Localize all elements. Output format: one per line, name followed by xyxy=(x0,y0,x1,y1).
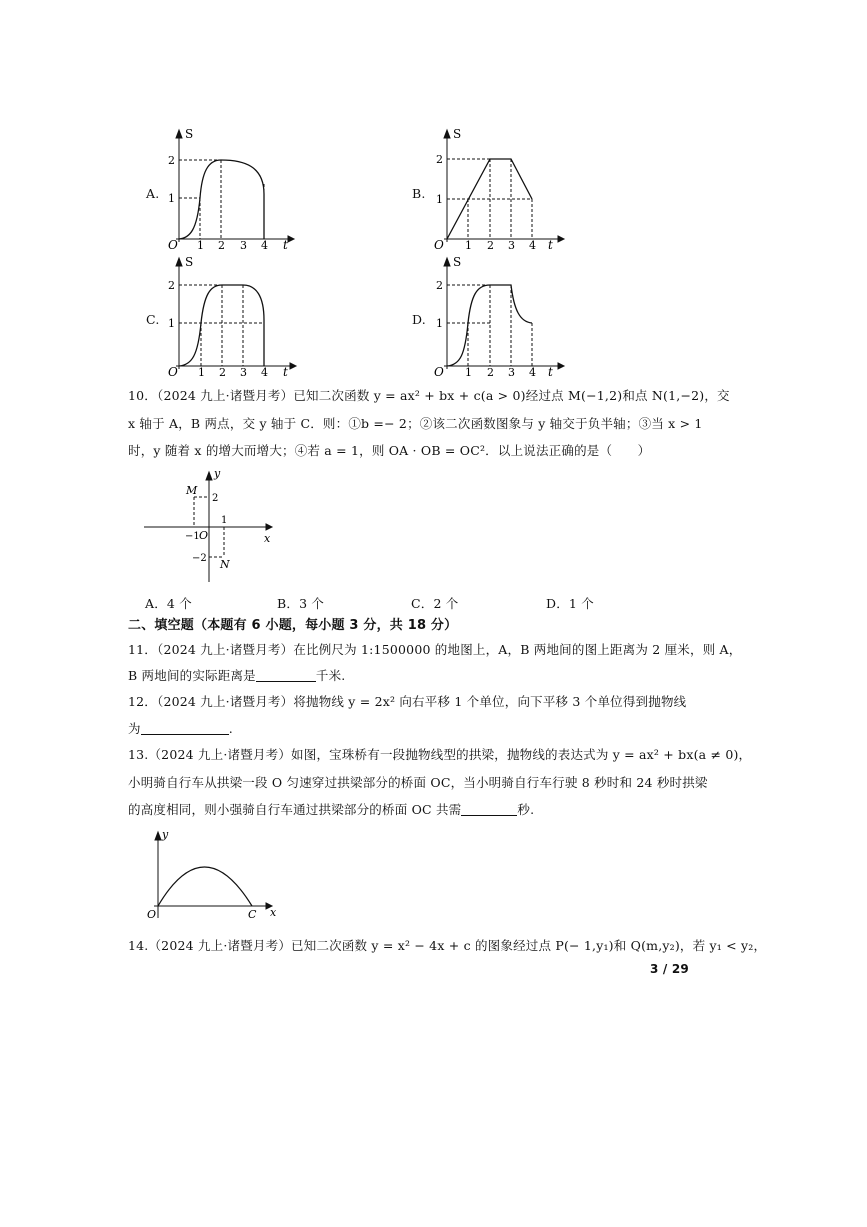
q13-fig-y: y xyxy=(162,828,169,841)
graph-a-axis-t: t xyxy=(283,238,288,252)
q13-line-3 xyxy=(128,800,534,818)
option-d-label: D. xyxy=(412,312,426,327)
graph-b-axis-s: S xyxy=(453,127,462,141)
graph-c-tick-x2: 2 xyxy=(219,366,226,379)
option-a-label: A. xyxy=(146,186,160,201)
q13-fig-c: C xyxy=(248,908,257,921)
graph-c-tick-x4: 4 xyxy=(261,366,268,379)
graph-d-tick-y2: 2 xyxy=(436,279,443,292)
q13-fig-x: x xyxy=(270,906,277,919)
graph-b-tick-y2: 2 xyxy=(436,153,443,166)
graph-a xyxy=(140,122,300,252)
q10-fig-neg2: −2 xyxy=(192,553,207,564)
q12-text-after-blank: . xyxy=(228,721,233,736)
graph-d-tick-y1: 1 xyxy=(436,317,443,330)
graph-d-origin: O xyxy=(434,365,444,379)
graph-c-plot xyxy=(140,250,300,380)
graph-a-tick-x4: 4 xyxy=(261,239,268,252)
q12-text-before-blank: 为 xyxy=(128,721,141,736)
graph-c-tick-x1: 1 xyxy=(198,366,205,379)
graph-c-axis-t: t xyxy=(283,365,288,379)
q10-line-3: 时，y 随着 x 的增大而增大；④若 a = 1，则 OA · OB = OC²．以上说法正确的是（ ） xyxy=(128,443,651,458)
q10-option-c: C．2 个 xyxy=(411,596,459,611)
q12-answer-blank[interactable] xyxy=(141,722,229,735)
q10-option-d: D．1 个 xyxy=(546,596,594,611)
graph-d xyxy=(410,250,570,380)
graph-d-plot xyxy=(410,250,570,380)
q10-option-a: A．4 个 xyxy=(145,596,192,611)
graph-b-tick-x2: 2 xyxy=(487,239,494,252)
section-2-heading: 二、填空题（本题有 6 小题，每小题 3 分，共 18 分） xyxy=(128,618,458,633)
graph-b xyxy=(410,122,570,252)
graph-c-axis-s: S xyxy=(185,255,194,269)
graph-a-plot xyxy=(140,122,300,252)
q12-line-2 xyxy=(128,719,233,737)
graph-a-tick-x1: 1 xyxy=(197,239,204,252)
q10-fig-neg1: −1 xyxy=(185,531,200,542)
option-b-label: B. xyxy=(412,186,426,201)
graph-b-axis-t: t xyxy=(548,238,553,252)
graph-a-axis-s: S xyxy=(185,127,194,141)
graph-a-tick-x2: 2 xyxy=(218,239,225,252)
q12-line-1: 12．（2024 九上·诸暨月考）将抛物线 y = 2x² 向右平移 1 个单位，向下平移 3 个单位得到抛物线 xyxy=(128,694,687,709)
q13-line-2: 小明骑自行车从拱梁一段 O 匀速穿过拱梁部分的桥面 OC，当小明骑自行车行驶 8 秒时和 24 秒时拱梁 xyxy=(128,775,708,790)
q11-line-1: 11．（2024 九上·诸暨月考）在比例尺为 1:1500000 的地图上，A，B 两地间的图上距离为 2 厘米，则 A， xyxy=(128,642,742,657)
graph-b-tick-y1: 1 xyxy=(436,193,443,206)
q11-text-before-blank: B 两地间的实际距离是 xyxy=(128,668,256,683)
q10-fig-origin: O xyxy=(199,529,209,542)
q10-fig-pos1: 1 xyxy=(221,515,228,526)
graph-b-tick-x4: 4 xyxy=(529,239,536,252)
q10-figure xyxy=(140,464,280,586)
graph-c-tick-x3: 3 xyxy=(240,366,247,379)
graph-b-plot xyxy=(410,122,570,252)
graph-a-tick-y2: 2 xyxy=(168,154,175,167)
q11-text-after-blank: 千米. xyxy=(315,668,346,683)
q11-line-2 xyxy=(128,666,345,684)
graph-a-tick-y1: 1 xyxy=(168,192,175,205)
q10-fig-two: 2 xyxy=(212,493,219,504)
graph-d-tick-x3: 3 xyxy=(508,366,515,379)
q10-fig-y: y xyxy=(214,467,221,480)
graph-d-axis-t: t xyxy=(548,365,553,379)
q13-text-before-blank: 的高度相同，则小强骑自行车通过拱梁部分的桥面 OC 共需 xyxy=(128,802,462,817)
graph-c-origin: O xyxy=(168,365,178,379)
graph-d-axis-s: S xyxy=(453,255,462,269)
q10-line-1: 10．（2024 九上·诸暨月考）已知二次函数 y = ax² + bx + c(a > 0)经过点 M(−1,2)和点 N(1,−2)，交 xyxy=(128,388,730,403)
q13-fig-origin: O xyxy=(147,908,157,921)
q13-figure xyxy=(140,826,290,922)
q10-option-b: B．3 个 xyxy=(277,596,325,611)
q10-line-2: x 轴于 A，B 两点，交 y 轴于 C．则：①b =− 2；②该二次函数图象与 y 轴交于负半轴；③当 x > 1 xyxy=(128,416,703,431)
graph-d-tick-x1: 1 xyxy=(465,366,472,379)
graph-c xyxy=(140,250,300,380)
graph-d-tick-x2: 2 xyxy=(487,366,494,379)
q13-answer-blank[interactable] xyxy=(461,803,517,816)
q13-line-1: 13.（2024 九上·诸暨月考）如图，宝珠桥有一段抛物线型的拱梁，抛物线的表达式为 y = ax² + bx(a ≠ 0)， xyxy=(128,747,752,762)
q14-line-1: 14.（2024 九上·诸暨月考）已知二次函数 y = x² − 4x + c 的图象经过点 P(− 1,y₁)和 Q(m,y₂)，若 y₁ < y₂， xyxy=(128,938,767,953)
graph-c-tick-y2: 2 xyxy=(168,279,175,292)
q10-fig-n: N xyxy=(220,558,230,571)
option-c-label: C. xyxy=(146,312,160,327)
q10-fig-m: M xyxy=(186,484,198,497)
graph-a-origin: O xyxy=(168,238,178,252)
graph-d-tick-x4: 4 xyxy=(529,366,536,379)
graph-b-origin: O xyxy=(434,238,444,252)
graph-b-tick-x3: 3 xyxy=(508,239,515,252)
q13-text-after-blank: 秒. xyxy=(517,802,535,817)
q11-answer-blank[interactable] xyxy=(256,669,316,682)
graph-b-tick-x1: 1 xyxy=(465,239,472,252)
graph-c-tick-y1: 1 xyxy=(168,317,175,330)
q10-fig-x: x xyxy=(264,532,271,545)
graph-a-tick-x3: 3 xyxy=(240,239,247,252)
page-number: 3 / 29 xyxy=(650,962,689,976)
